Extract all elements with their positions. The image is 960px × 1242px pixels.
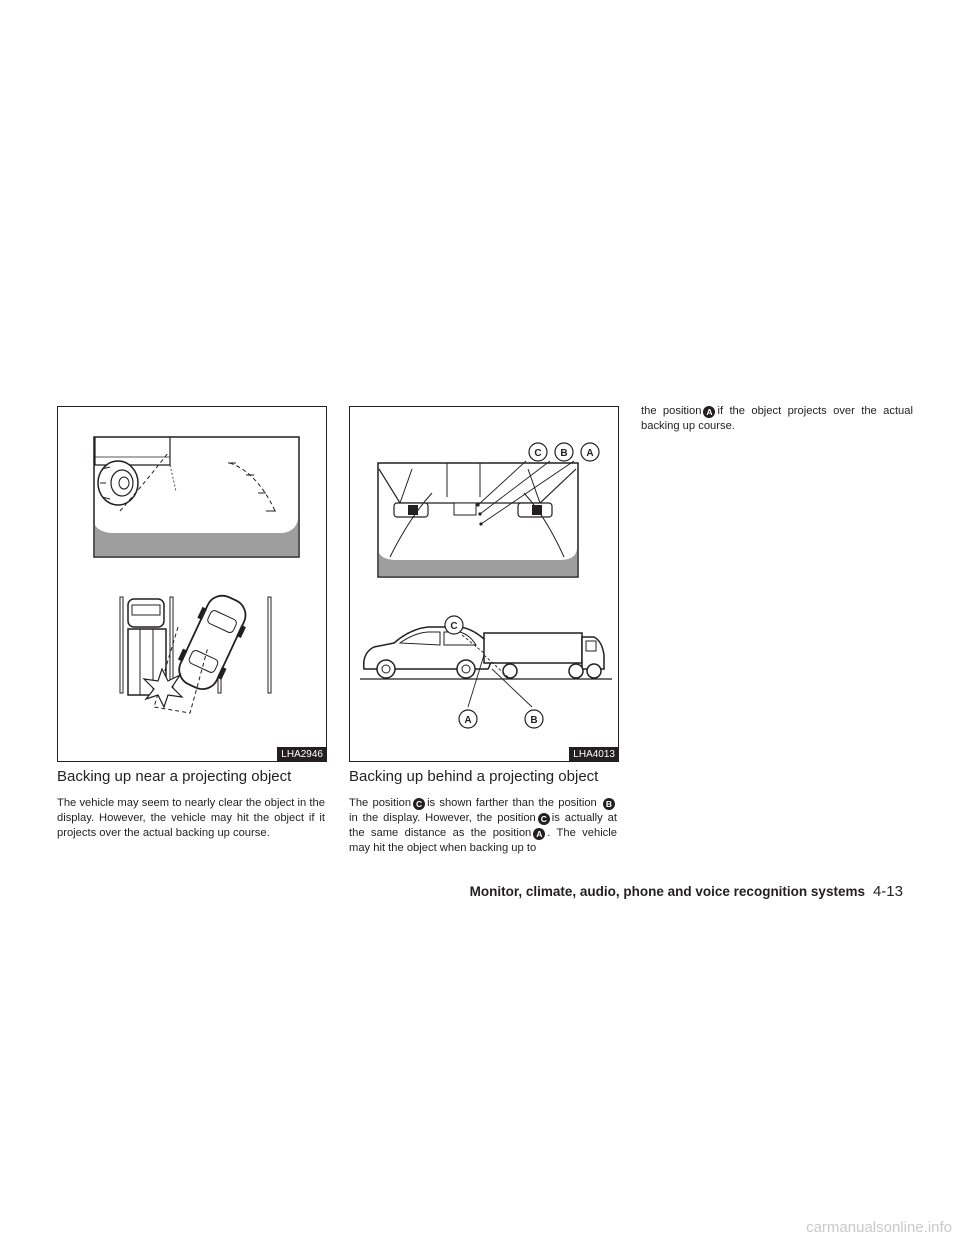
body-text: if the object projects over the actual backing up course. bbox=[641, 405, 913, 432]
watermark: carmanualsonline.info bbox=[806, 1219, 952, 1236]
marker-c: C bbox=[538, 813, 550, 825]
page-number: 4-13 bbox=[872, 883, 903, 900]
callout-a: A bbox=[586, 448, 594, 459]
body-text: is actually at the same distance as the position bbox=[349, 812, 617, 839]
chapter-title: Monitor, climate, audio, phone and voice recognition systems bbox=[469, 884, 865, 899]
figure-code: LHA4013 bbox=[569, 747, 618, 761]
marker-a: A bbox=[703, 406, 715, 418]
callout-b: B bbox=[560, 448, 568, 459]
marker-c: C bbox=[413, 798, 425, 810]
section-body bbox=[349, 796, 617, 856]
callout-c: C bbox=[534, 448, 542, 459]
page-footer bbox=[470, 883, 903, 901]
callout-a-side: A bbox=[464, 715, 472, 726]
body-text: in the display. However, the position bbox=[349, 812, 536, 824]
callout-b-side: B bbox=[530, 715, 538, 726]
section-title: Backing up behind a projecting object bbox=[349, 768, 599, 785]
section-body-continued bbox=[641, 404, 913, 434]
body-text: . The vehicle may hit the object when backing up to bbox=[349, 827, 617, 854]
marker-b: B bbox=[603, 798, 615, 810]
callout-c-side: C bbox=[450, 621, 458, 632]
body-text: The position bbox=[349, 797, 412, 809]
figure-code: LHA2946 bbox=[277, 747, 326, 761]
figure-projecting-object bbox=[57, 406, 327, 762]
section-body: The vehicle may seem to nearly clear the object in the display. However, the vehicle may hit the object if it projects over the actual backing up course. bbox=[57, 797, 325, 839]
body-text: is shown farther than the position bbox=[427, 797, 597, 809]
marker-a: A bbox=[533, 828, 545, 840]
section-title: Backing up near a projecting object bbox=[57, 768, 292, 785]
illustration-behind-projecting-object bbox=[350, 407, 618, 761]
figure-behind-projecting-object bbox=[349, 406, 619, 762]
illustration-near-projecting-object bbox=[58, 407, 326, 761]
body-text: the position bbox=[641, 405, 702, 417]
